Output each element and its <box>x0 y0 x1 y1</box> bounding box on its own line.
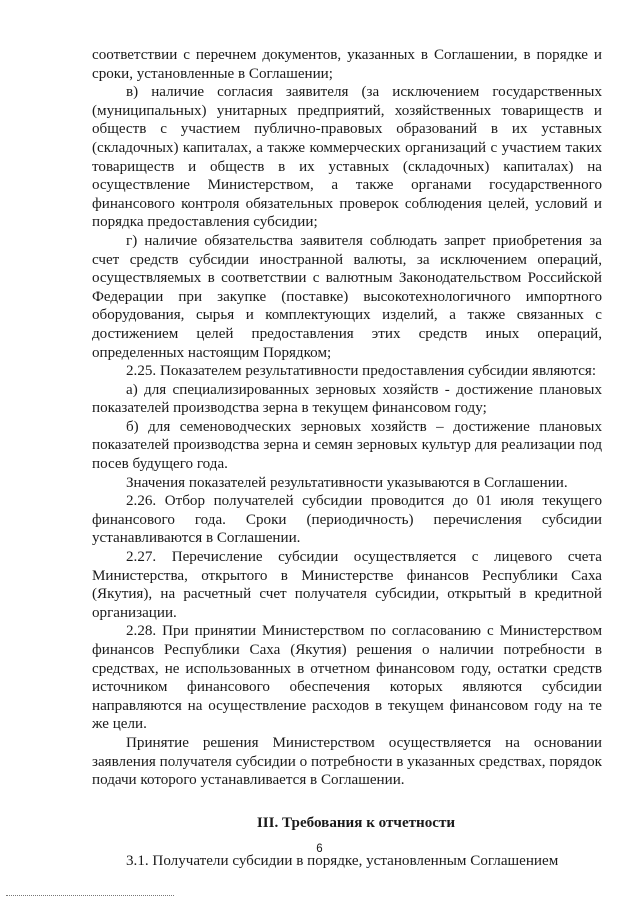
paragraph: Принятие решения Министерством осуществляется на основании заявления получателя субсидии о потребности в указанных средствах, порядок подачи которого устанавливается в Соглашении. <box>92 734 602 789</box>
paragraph: 2.28. При принятии Министерством по согласованию с Министерством финансов Республики Саха (Якутия) решения о наличии потребности в средствах, не использованных в отчетном финансовом году, остатки средств источником финансового обеспечения которых являются субсидии направляются на осуществление расходов в текущем финансовом году на те же цели. <box>92 623 602 733</box>
paragraph: соответствии с перечнем документов, указанных в Соглашении, в порядке и сроки, установленные в Соглашении; <box>92 47 602 82</box>
paragraph: Значения показателей результативности указываются в Соглашении. <box>126 474 568 491</box>
paragraph: 3.1. Получатели субсидии в порядке, установленным Соглашением <box>126 853 559 870</box>
paragraph: 2.27. Перечисление субсидии осуществляется с лицевого счета Министерства, открытого в Министерстве финансов Республики Саха (Якутия), на расчетный счет получателя субсидии, открытый в кредитной организации. <box>92 549 602 621</box>
paragraph: а) для специализированных зерновых хозяйств - достижение плановых показателей производства зерна в текущем финансовом году; <box>92 381 602 417</box>
paragraph: в) наличие согласия заявителя (за исключением государственных (муниципальных) унитарных предприятий, хозяйственных товариществ и обществ с участием публично-правовых образований в их уставных (складочных) капиталах, а также коммерческих организаций с участием таких товариществ и обществ в их уставных (складочных) капиталах) на осуществление Министерством, а также органами государственного финансового контроля обязательных проверок соблюдения целей, условий и порядка предоставления субсидии; <box>92 84 602 231</box>
section-heading: III. Требования к отчетности <box>256 814 456 831</box>
paragraph: г) наличие обязательства заявителя соблюдать запрет приобретения за счет средств субсидии иностранной валюты, за исключением операций, осуществляемых в соответствии с валютным Законодательством Российской Федерации при закупке (поставке) высокотехнологичного импортного оборудования, сырья и комплектующих изделий, а также связанных с достижением целей предоставления этих средств иных операций, определенных настоящим Порядком; <box>92 232 602 361</box>
document-body <box>92 46 602 871</box>
page-number: 6 <box>316 843 323 855</box>
paragraph: б) для семеноводческих зерновых хозяйств – достижение плановых показателей производства зерна и семян зерновых культур для реализации под посев будущего года. <box>92 418 602 473</box>
paragraph: 2.25. Показателем результативности предоставления субсидии являются: <box>126 363 597 380</box>
bottom-divider <box>6 895 174 896</box>
paragraph: 2.26. Отбор получателей субсидии проводится до 01 июля текущего финансового года. Сроки (периодичность) перечисления субсидии устанавливаются в Соглашении. <box>92 493 602 547</box>
